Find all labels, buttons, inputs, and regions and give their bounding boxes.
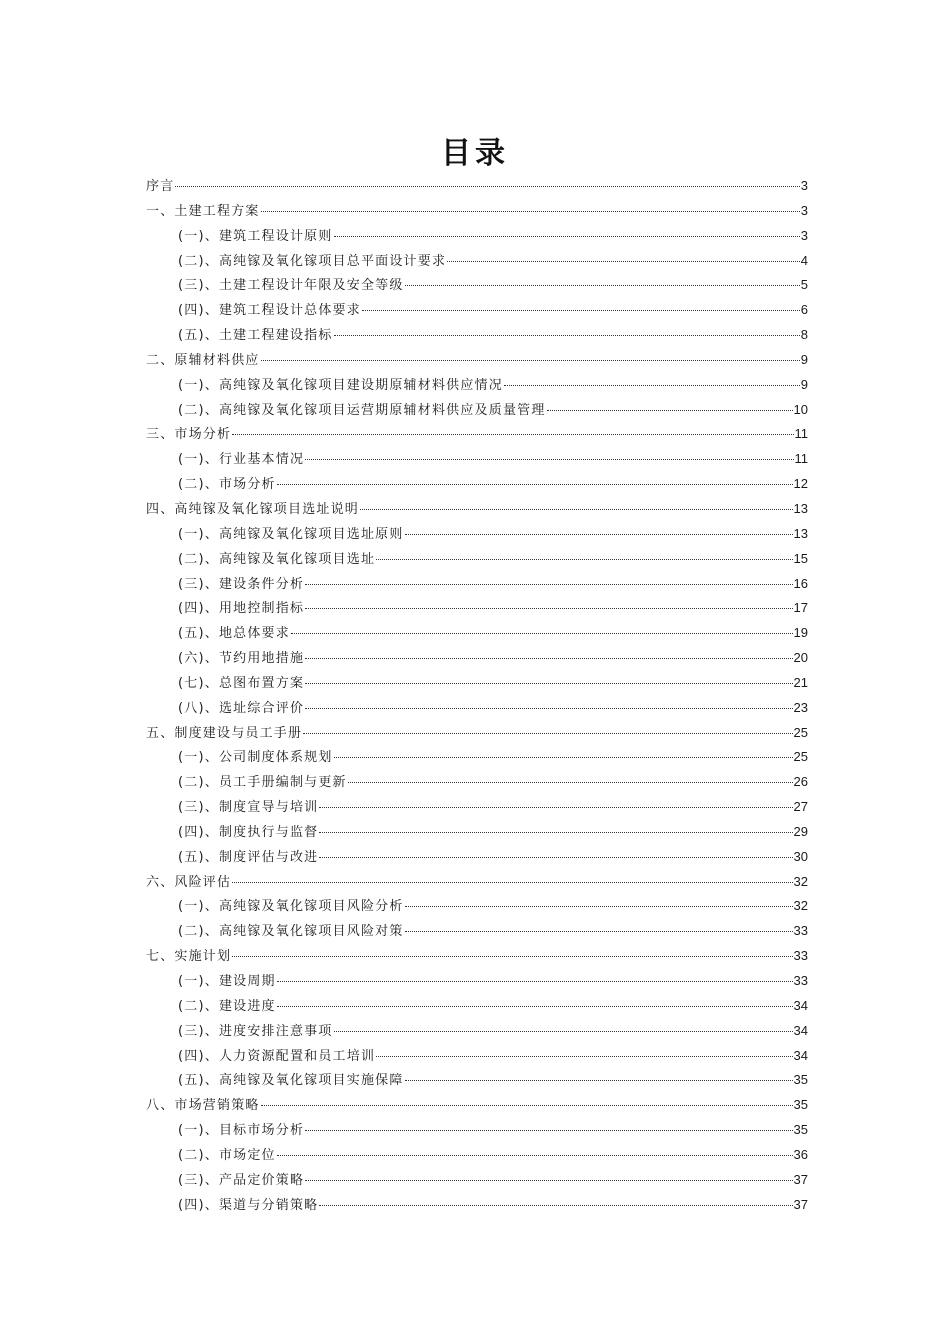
- toc-entry[interactable]: [146, 796, 808, 821]
- toc-entry-page-number: 33: [793, 923, 808, 939]
- toc-entry[interactable]: [146, 523, 808, 548]
- toc-entry[interactable]: [146, 1169, 808, 1194]
- toc-title: 目录: [441, 136, 509, 171]
- toc-entry[interactable]: [146, 622, 808, 647]
- toc-dot-leader: [305, 459, 793, 460]
- toc-dot-leader: [334, 1031, 793, 1032]
- toc-entry[interactable]: [146, 672, 808, 697]
- toc-dot-leader: [405, 285, 800, 286]
- toc-entry[interactable]: [146, 722, 808, 747]
- toc-entry-page-number: 29: [793, 823, 808, 839]
- toc-entry-page-number: 23: [793, 699, 808, 715]
- toc-entry[interactable]: [146, 920, 808, 945]
- toc-entry[interactable]: [146, 995, 808, 1020]
- toc-entry-label: (一)、建筑工程设计原则: [178, 228, 333, 244]
- toc-dot-leader: [334, 236, 800, 237]
- toc-entry[interactable]: [146, 945, 808, 970]
- toc-entry[interactable]: [146, 349, 808, 374]
- toc-entry[interactable]: [146, 498, 808, 523]
- toc-entry-page-number: 35: [793, 1122, 808, 1138]
- toc-entry-label: (一)、高纯镓及氧化镓项目建设期原辅材料供应情况: [178, 377, 503, 393]
- toc-entry-page-number: 26: [793, 774, 808, 790]
- toc-entry-page-number: 3: [800, 202, 808, 218]
- toc-entry-label: 序言: [146, 179, 175, 194]
- toc-dot-leader: [305, 584, 792, 585]
- toc-entry-page-number: 34: [793, 1022, 808, 1038]
- toc-entry-label: (三)、进度安排注意事项: [178, 1023, 333, 1039]
- toc-entry-label: (一)、行业基本情况: [178, 452, 305, 468]
- toc-entry-label: (二)、高纯镓及氧化镓项目风险对策: [178, 924, 404, 940]
- toc-entry-label: 五、制度建设与员工手册: [146, 725, 303, 741]
- toc-entry-label: (七)、总图布置方案: [178, 675, 305, 691]
- toc-dot-leader: [277, 484, 793, 485]
- toc-entry-page-number: 35: [793, 1072, 808, 1088]
- toc-entry-page-number: 9: [800, 376, 808, 392]
- toc-entry-page-number: 16: [793, 575, 808, 591]
- toc-entry[interactable]: [146, 746, 808, 771]
- toc-entry-page-number: 17: [793, 600, 808, 616]
- toc-dot-leader: [504, 385, 800, 386]
- toc-entry-label: (六)、节约用地措施: [178, 651, 305, 667]
- toc-entry-label: (四)、制度执行与监督: [178, 824, 319, 840]
- toc-entry-page-number: 6: [800, 302, 808, 318]
- toc-dot-leader: [305, 1130, 792, 1131]
- toc-entry[interactable]: [146, 175, 808, 200]
- toc-dot-leader: [305, 1180, 792, 1181]
- toc-entry-label: (一)、目标市场分析: [178, 1123, 305, 1139]
- toc-entry-page-number: 37: [793, 1171, 808, 1187]
- toc-entry-page-number: 8: [800, 327, 808, 343]
- toc-dot-leader: [319, 807, 792, 808]
- toc-entry-page-number: 12: [793, 476, 808, 492]
- toc-entry[interactable]: [146, 448, 808, 473]
- toc-entry-page-number: 9: [800, 351, 808, 367]
- toc-entry-label: 八、市场营销策略: [146, 1098, 260, 1114]
- toc-entry-label: (三)、制度宣导与培训: [178, 800, 319, 816]
- toc-entry-page-number: 33: [793, 973, 808, 988]
- toc-entry[interactable]: [146, 573, 808, 598]
- toc-entry-label: (二)、市场分析: [178, 477, 276, 493]
- toc-dot-leader: [447, 261, 800, 262]
- toc-dot-leader: [277, 1155, 793, 1156]
- toc-dot-leader: [232, 882, 792, 883]
- toc-entry-page-number: 3: [800, 178, 808, 193]
- toc-entry-label: (三)、建设条件分析: [178, 576, 305, 592]
- toc-dot-leader: [547, 410, 793, 411]
- toc-entry-label: (三)、土建工程设计年限及安全等级: [178, 278, 404, 294]
- toc-entry-label: (四)、渠道与分销策略: [178, 1197, 319, 1213]
- toc-entry[interactable]: [146, 1144, 808, 1169]
- toc-entry[interactable]: [146, 274, 808, 299]
- toc-entry-page-number: 10: [793, 401, 808, 417]
- toc-dot-leader: [319, 1205, 792, 1206]
- toc-entry-label: (二)、市场定位: [178, 1147, 276, 1163]
- toc-dot-leader: [291, 633, 793, 634]
- toc-entry[interactable]: [146, 1020, 808, 1045]
- toc-entry-label: (一)、建设周期: [178, 974, 276, 989]
- toc-dot-leader: [277, 981, 793, 982]
- toc-entry-label: 一、土建工程方案: [146, 203, 260, 219]
- toc-entry-label: (二)、高纯镓及氧化镓项目运营期原辅材料供应及质量管理: [178, 402, 546, 418]
- toc-dot-leader: [305, 608, 792, 609]
- toc-dot-leader: [261, 360, 800, 361]
- toc-dot-leader: [305, 658, 792, 659]
- toc-entry[interactable]: [146, 1119, 808, 1144]
- toc-entry-page-number: 4: [800, 252, 808, 268]
- toc-dot-leader: [305, 708, 792, 709]
- toc-entry[interactable]: [146, 299, 808, 324]
- toc-entry-page-number: 34: [793, 997, 808, 1013]
- toc-entry-page-number: 5: [800, 277, 808, 293]
- toc-dot-leader: [305, 683, 792, 684]
- toc-dot-leader: [303, 733, 792, 734]
- toc-dot-leader: [405, 931, 793, 932]
- toc-entry-page-number: 15: [793, 550, 808, 566]
- toc-entry-label: (一)、公司制度体系规划: [178, 750, 333, 766]
- toc-entry-page-number: 36: [793, 1146, 808, 1162]
- toc-dot-leader: [261, 1105, 793, 1106]
- toc-dot-leader: [175, 186, 799, 187]
- toc-dot-leader: [334, 335, 800, 336]
- toc-dot-leader: [360, 509, 793, 510]
- toc-entry[interactable]: [146, 895, 808, 920]
- toc-entry[interactable]: [146, 324, 808, 349]
- toc-dot-leader: [232, 434, 793, 435]
- toc-entry-label: (四)、建筑工程设计总体要求: [178, 303, 361, 319]
- toc-entry-page-number: 11: [794, 451, 808, 467]
- toc-entry-label: (二)、建设进度: [178, 998, 276, 1014]
- toc-entry-label: 三、市场分析: [146, 427, 232, 443]
- toc-entry-page-number: 3: [800, 227, 808, 243]
- toc-entry-label: 七、实施计划: [146, 949, 232, 965]
- toc-entry[interactable]: [146, 473, 808, 498]
- toc-entry[interactable]: [146, 1069, 808, 1094]
- toc-list: [146, 175, 808, 1218]
- toc-entry-label: 二、原辅材料供应: [146, 352, 260, 368]
- toc-entry[interactable]: [146, 970, 808, 995]
- toc-entry-label: (二)、高纯镓及氧化镓项目选址: [178, 551, 376, 567]
- toc-entry-label: (四)、用地控制指标: [178, 601, 305, 617]
- toc-dot-leader: [405, 534, 793, 535]
- toc-entry-page-number: 25: [793, 749, 808, 765]
- toc-entry-label: (五)、制度评估与改进: [178, 849, 319, 865]
- toc-entry[interactable]: [146, 399, 808, 424]
- toc-dot-leader: [319, 857, 792, 858]
- toc-entry[interactable]: [146, 821, 808, 846]
- toc-entry-page-number: 13: [793, 500, 808, 516]
- toc-dot-leader: [376, 1056, 792, 1057]
- toc-entry-page-number: 13: [793, 525, 808, 541]
- toc-entry-label: (五)、地总体要求: [178, 626, 290, 642]
- toc-entry[interactable]: [146, 597, 808, 622]
- toc-entry[interactable]: [146, 846, 808, 871]
- toc-entry[interactable]: [146, 423, 808, 448]
- toc-entry-page-number: 35: [793, 1097, 808, 1113]
- toc-entry[interactable]: [146, 374, 808, 399]
- toc-entry[interactable]: [146, 647, 808, 672]
- toc-entry-page-number: 21: [793, 674, 808, 690]
- toc-entry-page-number: 34: [793, 1047, 808, 1063]
- toc-dot-leader: [405, 906, 793, 907]
- toc-dot-leader: [334, 757, 793, 758]
- toc-entry-label: (四)、人力资源配置和员工培训: [178, 1048, 376, 1064]
- toc-entry-label: (五)、高纯镓及氧化镓项目实施保障: [178, 1073, 404, 1089]
- toc-dot-leader: [319, 832, 792, 833]
- toc-entry-page-number: 30: [793, 848, 808, 864]
- toc-entry-page-number: 19: [793, 625, 808, 641]
- toc-dot-leader: [277, 1006, 793, 1007]
- toc-entry-label: (二)、高纯镓及氧化镓项目总平面设计要求: [178, 253, 447, 269]
- toc-entry-label: (一)、高纯镓及氧化镓项目选址原则: [178, 526, 404, 542]
- toc-entry-page-number: 32: [793, 873, 808, 889]
- toc-entry-label: (八)、选址综合评价: [178, 700, 305, 716]
- toc-entry-label: (二)、员工手册编制与更新: [178, 775, 347, 791]
- toc-entry[interactable]: [146, 771, 808, 796]
- toc-dot-leader: [376, 559, 792, 560]
- toc-entry-page-number: 25: [793, 724, 808, 740]
- toc-entry[interactable]: [146, 1194, 808, 1219]
- toc-entry-label: (五)、土建工程建设指标: [178, 328, 333, 344]
- toc-entry-label: 六、风险评估: [146, 874, 232, 890]
- toc-entry-page-number: 20: [793, 650, 808, 666]
- toc-entry-page-number: 32: [793, 898, 808, 914]
- toc-entry-page-number: 27: [793, 799, 808, 815]
- toc-entry[interactable]: [146, 250, 808, 275]
- toc-entry[interactable]: [146, 225, 808, 250]
- toc-entry[interactable]: [146, 548, 808, 573]
- toc-entry-label: (三)、产品定价策略: [178, 1172, 305, 1188]
- toc-entry[interactable]: [146, 697, 808, 722]
- toc-entry-page-number: 33: [793, 948, 808, 964]
- toc-entry[interactable]: [146, 1094, 808, 1119]
- toc-dot-leader: [261, 211, 800, 212]
- toc-dot-leader: [348, 782, 793, 783]
- toc-entry-label: 四、高纯镓及氧化镓项目选址说明: [146, 501, 360, 517]
- toc-entry-label: (一)、高纯镓及氧化镓项目风险分析: [178, 899, 404, 915]
- toc-dot-leader: [232, 956, 792, 957]
- toc-entry-page-number: 11: [794, 426, 808, 442]
- toc-entry-page-number: 37: [793, 1196, 808, 1212]
- toc-entry[interactable]: [146, 871, 808, 896]
- toc-entry[interactable]: [146, 200, 808, 225]
- toc-dot-leader: [362, 310, 800, 311]
- toc-dot-leader: [405, 1080, 793, 1081]
- toc-entry[interactable]: [146, 1045, 808, 1070]
